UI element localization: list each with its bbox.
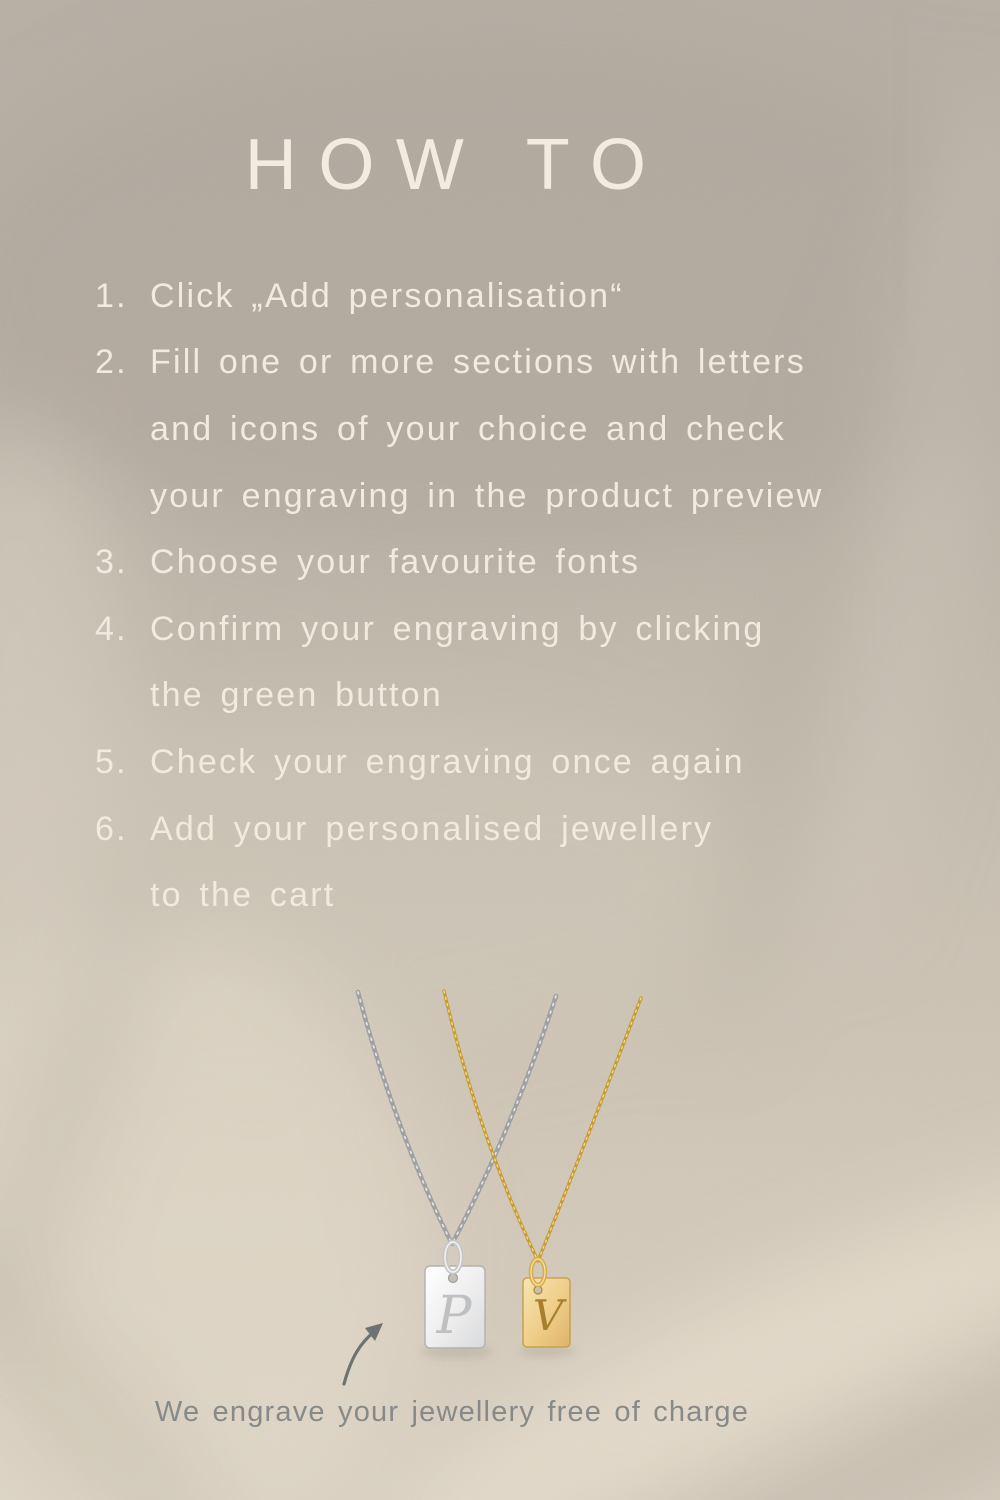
gold-pendant — [523, 1259, 570, 1347]
necklace-photo — [280, 960, 720, 1400]
engraving-caption: We engrave your jewellery free of charge — [154, 1396, 750, 1428]
how-to-steps — [95, 263, 955, 929]
step-3-line — [95, 529, 955, 596]
silver-pendant — [425, 1242, 485, 1348]
step-text: and icons of your choice and check — [150, 409, 786, 448]
silver-chain — [358, 992, 556, 1244]
step-text: Choose your favourite fonts — [150, 543, 641, 582]
step-text: the green button — [150, 676, 443, 715]
step-number: 2. — [95, 343, 128, 382]
step-text: your engraving in the product preview — [150, 476, 824, 515]
arrow-icon — [344, 1323, 383, 1384]
step-text: Click „Add personalisation“ — [150, 276, 624, 315]
silver-pendant-hole — [449, 1274, 458, 1283]
silver-engraved-initial: P — [436, 1286, 472, 1346]
step-text: Confirm your engraving by clicking — [150, 609, 765, 648]
step-4-line — [95, 596, 955, 663]
step-number: 1. — [95, 276, 128, 315]
step-number: 4. — [95, 609, 128, 648]
step-4-line-cont — [95, 663, 955, 730]
step-2-line-cont — [95, 463, 955, 530]
step-1-line — [95, 263, 955, 330]
step-number: 6. — [95, 809, 128, 848]
step-text: Check your engraving once again — [150, 742, 745, 781]
gold-engraved-initial: V — [532, 1291, 564, 1340]
step-2-line-cont — [95, 396, 955, 463]
step-6-line-cont — [95, 862, 955, 929]
step-number: 5. — [95, 742, 128, 781]
step-5-line — [95, 729, 955, 796]
step-6-line — [95, 796, 955, 863]
page-title: HOW TO — [244, 125, 668, 205]
step-number: 3. — [95, 543, 128, 582]
step-text: Add your personalised jewellery — [150, 809, 714, 848]
step-2-line — [95, 330, 955, 397]
step-text: Fill one or more sections with letters — [150, 343, 806, 382]
step-text: to the cart — [150, 876, 336, 915]
